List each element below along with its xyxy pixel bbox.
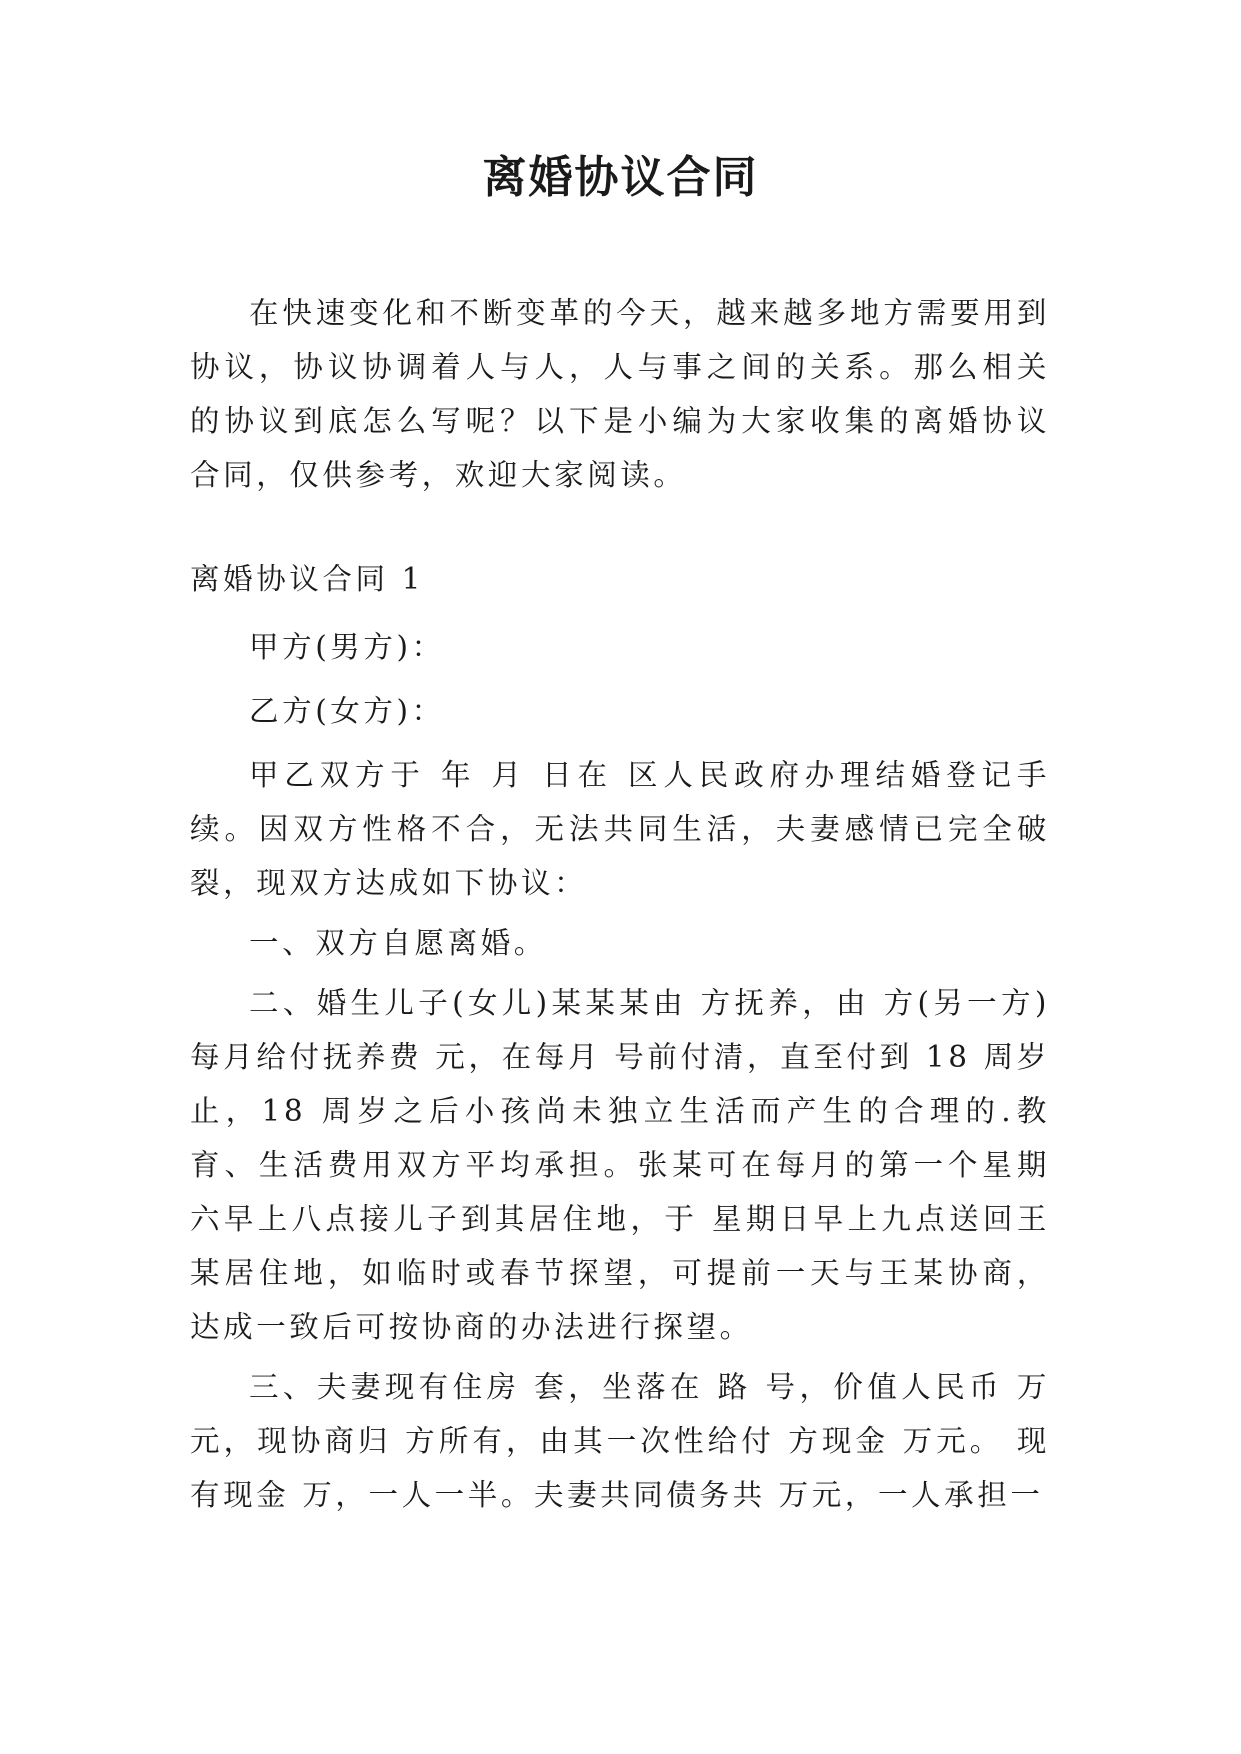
marriage-registration-paragraph: 甲乙双方于 年 月 日在 区人民政府办理结婚登记手续。因双方性格不合，无法共同生活，夫妻感情已完全破裂，现双方达成如下协议：	[190, 758, 1050, 900]
party-a-line: 甲方(男方)：	[249, 630, 445, 664]
clause-2-paragraph: 二、婚生儿子(女儿)某某某由 方抚养，由 方(另一方)每月给付抚养费 元，在每月 号前付清，直至付到 18 周岁止，18 周岁之后小孩尚未独立生活而产生的合理的.教育、生活费用双方平均承担。张某可在每月的第一个星期六早上八点接儿子到其居住地，于 星期日早上九点送回王某居住地，如临时或春节探望，可提前一天与王某协商，达成一致后可按协商的办法进行探望。	[190, 986, 1050, 1344]
clause-3-paragraph: 三、夫妻现有住房 套，坐落在 路 号，价值人民币 万元，现协商归 方所有，由其一次性给付 方现金 万元。 现有现金 万，一人一半。夫妻共同债务共 万元，一人承担一	[190, 1370, 1050, 1512]
section-heading: 离婚协议合同 1	[190, 562, 424, 596]
party-b-line: 乙方(女方)：	[249, 694, 445, 728]
document-body	[190, 286, 1050, 1528]
clause-1-paragraph: 一、双方自愿离婚。	[249, 926, 547, 960]
intro-paragraph: 在快速变化和不断变革的今天，越来越多地方需要用到协议，协议协调着人与人，人与事之间的关系。那么相关的协议到底怎么写呢？以下是小编为大家收集的离婚协议合同，仅供参考，欢迎大家阅读。	[190, 296, 1050, 492]
document-title: 离婚协议合同	[482, 152, 759, 203]
